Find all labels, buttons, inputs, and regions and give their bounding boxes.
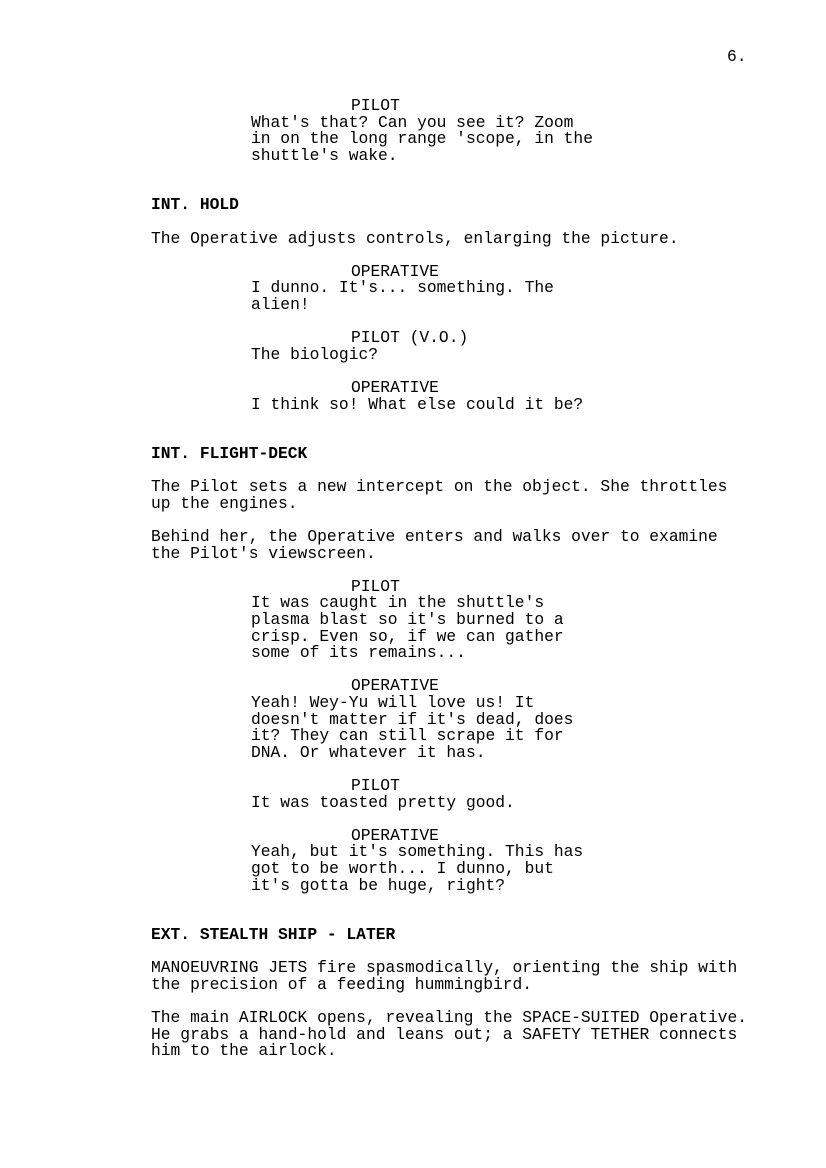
dialogue-line: in on the long range 'scope, in the <box>251 129 593 149</box>
dialogue-line: shuttle's wake. <box>251 145 398 165</box>
action-line: him to the airlock. <box>151 1041 337 1061</box>
action-line: The Operative adjusts controls, enlarging the picture. <box>151 228 679 248</box>
action-line: the Pilot's viewscreen. <box>151 543 376 563</box>
action-line: The Pilot sets a new intercept on the object. She throttles <box>151 477 728 497</box>
dialogue-line: got to be worth... I dunno, but <box>251 858 554 878</box>
action-line: He grabs a hand-hold and leans out; a SAFETY TETHER connects <box>151 1024 738 1044</box>
dialogue-line: I dunno. It's... something. The <box>251 278 554 298</box>
character-name: OPERATIVE <box>351 261 439 281</box>
dialogue-line: doesn't matter if it's dead, does <box>251 709 574 729</box>
dialogue-block <box>151 775 751 812</box>
character-name: PILOT (V.O.) <box>351 328 469 348</box>
action-line: The main AIRLOCK opens, revealing the SPACE-SUITED Operative. <box>151 1008 747 1028</box>
dialogue-block <box>151 98 751 164</box>
dialogue-block <box>151 576 751 663</box>
dialogue-line: Yeah! Wey-Yu will love us! It <box>251 693 535 712</box>
scene-heading: INT. HOLD <box>151 195 239 215</box>
dialogue-line: alien! <box>251 294 310 314</box>
dialogue-line: The biologic? <box>251 344 379 364</box>
character-name: OPERATIVE <box>351 825 439 845</box>
dialogue-line: What's that? Can you see it? Zoom <box>251 112 574 132</box>
dialogue-block <box>151 377 751 414</box>
dialogue-line: plasma blast so it's burned to a <box>251 610 564 630</box>
scene-heading: INT. FLIGHT-DECK <box>151 444 308 464</box>
dialogue-block <box>151 825 751 895</box>
dialogue-line: It was toasted pretty good. <box>251 792 515 812</box>
dialogue-line: Yeah, but it's something. This has <box>251 842 584 862</box>
character-name: PILOT <box>351 96 400 115</box>
page-number: 6. <box>727 47 747 66</box>
character-name: PILOT <box>351 576 400 596</box>
dialogue-block <box>151 330 751 363</box>
dialogue-block <box>151 678 751 761</box>
action-paragraph <box>151 960 751 993</box>
dialogue-line: DNA. Or whatever it has. <box>251 742 486 762</box>
action-paragraph <box>151 529 751 562</box>
screenplay-body <box>151 98 751 1076</box>
action-line: Behind her, the Operative enters and walks over to examine <box>151 527 718 547</box>
action-paragraph <box>151 228 751 248</box>
character-name: OPERATIVE <box>351 676 439 696</box>
scene-heading: EXT. STEALTH SHIP - LATER <box>151 925 396 945</box>
dialogue-line: crisp. Even so, if we can gather <box>251 626 564 646</box>
character-name: PILOT <box>351 775 400 795</box>
character-name: OPERATIVE <box>351 377 439 397</box>
action-line: MANOEUVRING JETS fire spasmodically, orienting the ship with <box>151 958 738 978</box>
dialogue-line: it's gotta be huge, right? <box>251 875 506 895</box>
dialogue-line: it? They can still scrape it for <box>251 726 564 746</box>
dialogue-line: I think so! What else could it be? <box>251 394 584 414</box>
dialogue-line: It was caught in the shuttle's <box>251 593 545 613</box>
dialogue-line: some of its remains... <box>251 643 466 663</box>
action-paragraph <box>151 479 751 512</box>
dialogue-block <box>151 261 751 314</box>
action-line: up the engines. <box>151 493 298 513</box>
action-paragraph <box>151 1010 751 1060</box>
action-line: the precision of a feeding hummingbird. <box>151 974 533 994</box>
